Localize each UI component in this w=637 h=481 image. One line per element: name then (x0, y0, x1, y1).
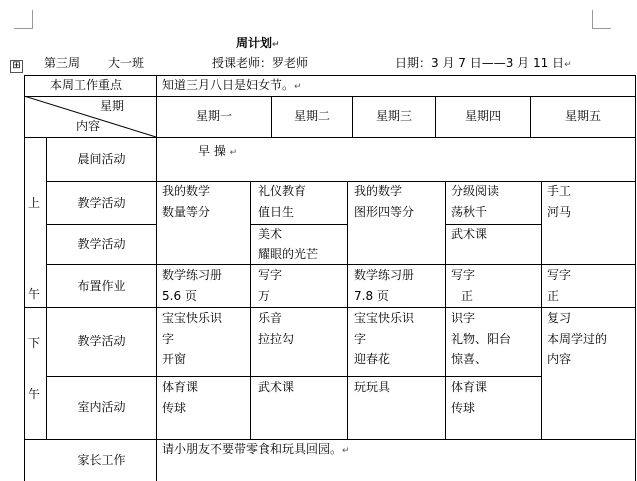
row-label-parents: 家长工作 (77, 453, 126, 467)
day-header-thu: 星期四 (464, 109, 501, 123)
pm-teach-mon-2: 字 (162, 332, 175, 346)
math2-thu: 武术课 (451, 227, 488, 241)
side-am-1: 上 (28, 196, 41, 210)
pm-teach-tue: 乐音 (258, 311, 283, 325)
pm-teach-thu-3: 惊喜、 (451, 352, 488, 366)
indoor-tue: 武术课 (258, 380, 295, 394)
focus-label: 本周工作重点 (50, 78, 123, 92)
grid-v (250, 181, 251, 439)
indoor-mon: 体育课 (162, 380, 199, 394)
math2-tue-2: 耀眼的光芒 (258, 247, 319, 261)
header-date: 日期：3 月 7 日——3 月 11 日↵ (395, 56, 572, 70)
math2-tue: 美术 (258, 227, 283, 241)
header-teacher: 授课老师：罗老师 (212, 56, 309, 70)
grid-v (347, 181, 348, 439)
pm-teach-fri-2: 本周学过的 (547, 332, 608, 346)
day-header-mon: 星期一 (195, 109, 232, 123)
pm-teach-wed: 宝宝快乐识 (354, 311, 415, 325)
parents-text: 请小朋友不要带零食和玩具回园。↵ (162, 442, 350, 456)
grid-v (445, 181, 446, 439)
side-am-2: 午 (28, 287, 41, 301)
pm-teach-tue-2: 拉拉勾 (258, 332, 295, 346)
indoor-thu: 体育课 (451, 380, 488, 394)
math1-wed: 我的数学 (354, 184, 403, 198)
math1-thu: 分级阅读 (451, 184, 500, 198)
grid-v (541, 181, 542, 439)
homework-tue-2: 万 (258, 289, 271, 303)
homework-tue: 写字 (258, 268, 283, 282)
homework-mon-2: 5.6 页 (162, 289, 197, 303)
row-label-morning: 晨间活动 (77, 152, 126, 166)
homework-wed-2: 7.8 页 (354, 289, 389, 303)
pm-teach-thu: 识字 (451, 311, 476, 325)
homework-mon: 数学练习册 (162, 268, 223, 282)
side-pm-1: 下 (28, 336, 41, 350)
page-corner-mark-left (14, 10, 33, 29)
homework-thu: 写字 (451, 268, 476, 282)
diag-bottom-label: 内容 (76, 119, 101, 133)
focus-text: 知道三月八日是妇女节。↵ (162, 78, 302, 92)
homework-thu-2: 正 (461, 289, 474, 303)
pm-teach-thu-2: 礼物、阳台 (451, 332, 512, 346)
row-label-pm-teach: 教学活动 (77, 334, 126, 348)
indoor-thu-2: 传球 (451, 401, 476, 415)
diag-top-label: 星期 (100, 99, 125, 113)
day-header-fri: 星期五 (564, 109, 601, 123)
row-label-indoor: 室内活动 (77, 400, 126, 414)
math1-tue: 礼仪教育 (258, 184, 307, 198)
homework-fri: 写字 (547, 268, 572, 282)
page-corner-mark-right (592, 10, 611, 29)
math1-fri: 手工 (547, 184, 572, 198)
pm-teach-mon-3: 开窗 (162, 352, 187, 366)
grid-h (46, 224, 156, 225)
math1-mon: 我的数学 (162, 184, 211, 198)
table-move-handle[interactable]: ⊞ (10, 60, 23, 73)
indoor-wed: 玩玩具 (354, 380, 391, 394)
table-border-right (635, 75, 636, 481)
header-class: 大一班 (108, 56, 145, 70)
day-header-wed: 星期三 (375, 109, 412, 123)
pm-teach-fri-3: 内容 (547, 352, 572, 366)
math1-thu-2: 荡秋千 (451, 205, 488, 219)
header-week: 第三周 (44, 56, 81, 70)
row-label-homework: 布置作业 (77, 279, 126, 293)
indoor-mon-2: 传球 (162, 401, 187, 415)
page-title: 周计划↵ (236, 36, 280, 50)
pm-teach-fri: 复习 (547, 311, 572, 325)
side-pm-2: 午 (28, 387, 41, 401)
row-label-math1: 教学活动 (77, 196, 126, 210)
math1-fri-2: 河马 (547, 205, 572, 219)
row-label-math2: 教学活动 (77, 237, 126, 251)
pm-teach-mon: 宝宝快乐识 (162, 311, 223, 325)
math1-mon-2: 数量等分 (162, 205, 211, 219)
pm-teach-wed-3: 迎春花 (354, 352, 391, 366)
math1-wed-2: 图形四等分 (354, 205, 415, 219)
morning-activity: 早 操 ↵ (198, 144, 238, 158)
pm-teach-wed-2: 字 (354, 332, 367, 346)
homework-wed: 数学练习册 (354, 268, 415, 282)
grid-h (24, 307, 636, 308)
math1-tue-2: 值日生 (258, 205, 295, 219)
day-header-tue: 星期二 (293, 109, 330, 123)
homework-fri-2: 正 (547, 289, 560, 303)
